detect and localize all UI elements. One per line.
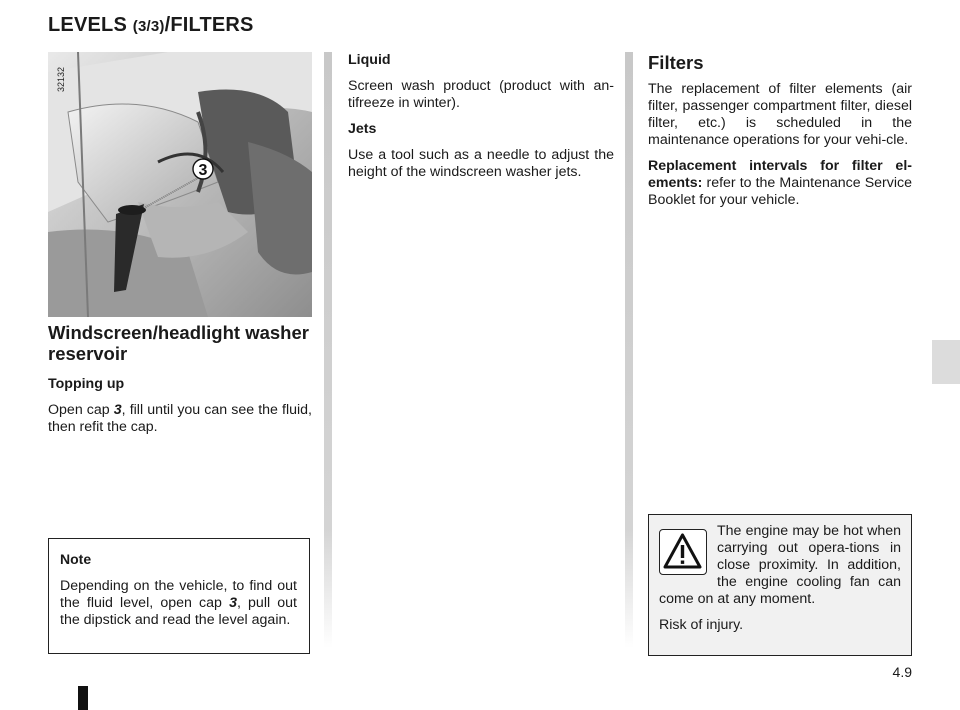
intervals-label: Replacement intervals for filter el-ements: (648, 158, 912, 191)
topping-text-after: , fill until you can see the fluid, then refit the cap. (48, 402, 313, 435)
topping-up-section (48, 376, 312, 445)
filters-section (648, 52, 912, 218)
liquid-label: Liquid (348, 52, 391, 68)
note-text-after: , pull out the dipstick and read the level again. (60, 595, 298, 628)
column-divider (625, 52, 633, 648)
note-box (48, 538, 310, 654)
intervals-text: refer to the Maintenance Service Booklet for your vehicle. (648, 175, 912, 208)
engine-bay-photo (48, 52, 312, 317)
filters-heading: Filters (648, 52, 704, 73)
callout-number: 3 (198, 162, 208, 179)
cap-reference: 3 (113, 402, 122, 418)
jets-label: Jets (348, 121, 377, 137)
topping-text-before: Open cap (48, 402, 114, 418)
page-title (48, 14, 254, 37)
filters-intro: The replacement of filter elements (air filter, passenger compartment filter, diesel filter, etc.) is scheduled in the maintenance operations for your vehi-cle. (648, 81, 912, 148)
topping-up-text (48, 402, 312, 436)
topping-up-label: Topping up (48, 376, 125, 392)
title-rest: /FILTERS (164, 14, 254, 36)
chapter-side-tab (932, 340, 960, 384)
page-number: 4.9 (892, 664, 912, 680)
note-text (60, 578, 297, 629)
note-text-before: Depending on the vehicle, to find out the fluid level, open cap (60, 578, 297, 611)
warning-triangle-icon (659, 529, 707, 575)
warning-risk: Risk of injury. (659, 617, 744, 633)
washer-reservoir-heading: Windscreen/headlight washer reservoir (48, 322, 309, 364)
warning-box (648, 514, 912, 656)
photo-reference: 32132 (56, 66, 66, 92)
title-part: (3/3) (132, 18, 165, 35)
liquid-text: Screen wash product (product with an-tifreeze in winter). (348, 78, 614, 111)
filters-intervals (648, 158, 912, 209)
column-divider (324, 52, 332, 648)
engine-bay-illustration (48, 52, 312, 317)
warning-text: The engine may be hot when carrying out opera-tions in close proximity. In addition, the engine cooling fan can come on at any moment. (659, 523, 901, 607)
corner-mark (78, 686, 88, 710)
washer-reservoir-section (48, 322, 312, 364)
note-cap-reference: 3 (229, 595, 237, 611)
title-main: LEVELS (48, 14, 133, 36)
note-label: Note (60, 551, 92, 567)
jets-text: Use a tool such as a needle to adjust the height of the windscreen washer jets. (348, 147, 614, 180)
liquid-jets-section (348, 52, 614, 190)
